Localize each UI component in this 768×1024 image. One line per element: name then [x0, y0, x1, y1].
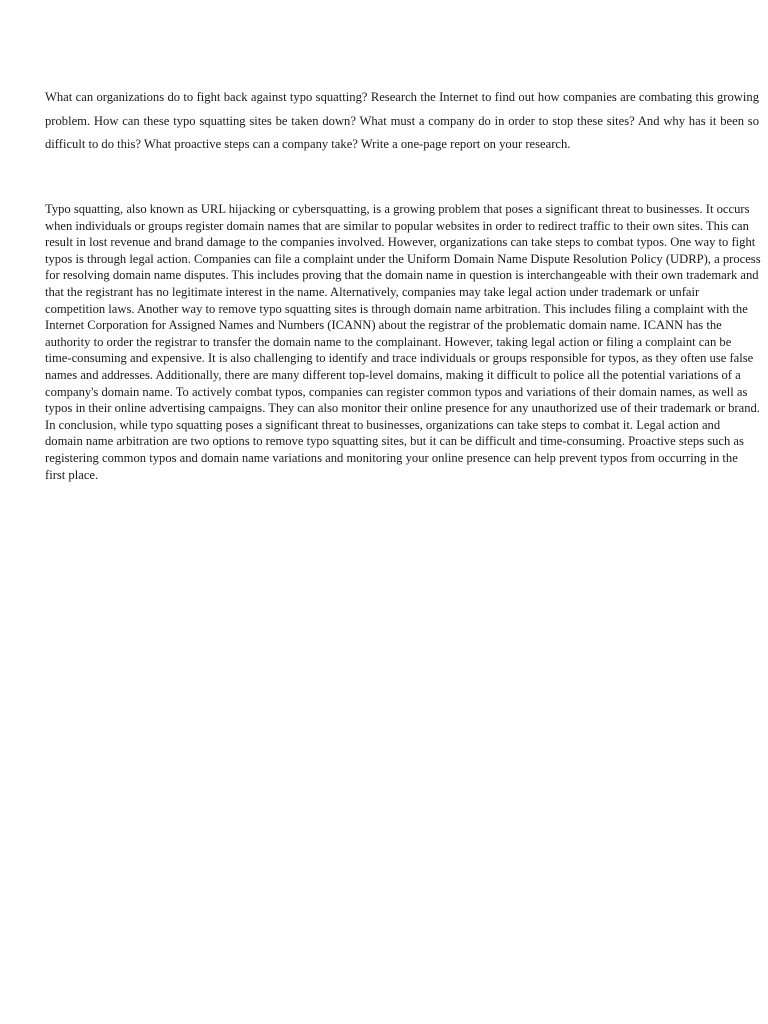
assignment-prompt: What can organizations do to fight back against typo squatting? Research the Internet to find out how companies are combating this growing problem. How can these typo squatting sites be taken down? What must a company do in order to stop these sites? And why has it been so difficult to do this? What proactive steps can a company take? Write a one-page report on your research.: [45, 90, 759, 151]
report-body: Typo squatting, also known as URL hijacking or cybersquatting, is a growing problem that poses a significant threat to businesses. It occurs when individuals or groups register domain names that are similar to popular websites in order to redirect traffic to their own sites. This can result in lost revenue and brand damage to the companies involved. However, organizations can take steps to combat typos. One way to fight typos is through legal action. Companies can file a complaint under the Uniform Domain Name Dispute Resolution Policy (UDRP), a process for resolving domain name disputes. This includes proving that the domain name in question is interchangeable with their own trademark and that the registrant has no legitimate interest in the name. Alternatively, companies may take legal action under trademark or unfair competition laws. Another way to remove typo squatting sites is through domain name arbitration. This includes filing a complaint with the Internet Corporation for Assigned Names and Numbers (ICANN) about the registrar of the problematic domain name. ICANN has the authority to order the registrar to transfer the domain name to the complainant. However, taking legal action or filing a complaint can be time-consuming and expensive. It is also challenging to identify and trace individuals or groups responsible for typos, as they often use false names and addresses. Additionally, there are many different top-level domains, making it difficult to police all the potential variations of a company's domain name. To actively combat typos, companies can register common typos and variations of their domain names, as well as typos in their online advertising campaigns. They can also monitor their online presence for any unauthorized use of their trademark or brand. In conclusion, while typo squatting poses a significant threat to businesses, organizations can take steps to combat it. Legal action and domain name arbitration are two options to remove typo squatting sites, but it can be difficult and time-consuming. Proactive steps such as registering common typos and domain name variations and monitoring your online presence can help prevent typos from occurring in the first place.: [45, 202, 761, 482]
